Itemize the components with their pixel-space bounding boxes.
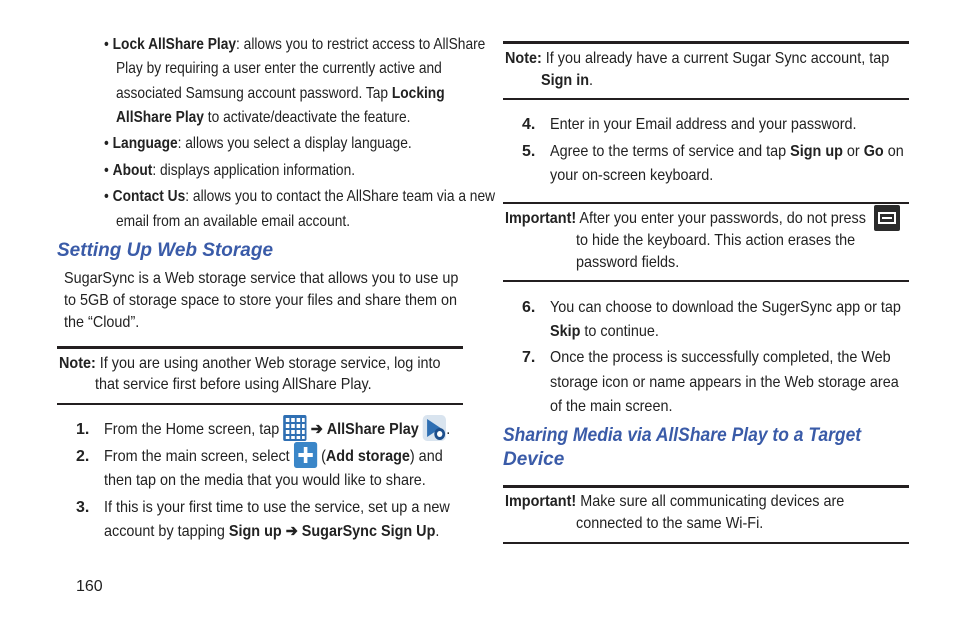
step-number: 4.	[522, 116, 536, 133]
step-7-text: Once the process is successfully completed, the Web	[550, 349, 891, 366]
note-bottom-rule	[57, 403, 463, 405]
step-1-text: From the Home screen, tap ➔ AllShare Play .	[104, 418, 489, 442]
step-4-text: Enter in your Email address and your password.	[550, 116, 857, 133]
section-heading-web-storage: Setting Up Web Storage	[57, 240, 274, 261]
important2-top-rule	[503, 485, 909, 488]
step-7-line3: of the main screen.	[550, 398, 673, 415]
step-7-line2: storage icon or name appears in the Web storage area	[550, 374, 899, 391]
step-6-text: You can choose to download the SugerSync app or tap	[550, 299, 901, 316]
add-icon	[294, 446, 317, 468]
step-number: 3.	[76, 499, 90, 516]
note-top-rule	[57, 346, 463, 349]
important2-bottom-rule	[503, 542, 909, 544]
step-3-line2: account by tapping Sign up ➔ SugarSync Sign Up.	[104, 523, 440, 540]
step-2-text: From the main screen, select (Add storage) and	[104, 445, 480, 469]
bullet-about: • About: displays application information.	[104, 162, 356, 179]
important1-bottom-rule	[503, 280, 909, 282]
section-heading-sharing-media: Sharing Media via AllShare Play to a Target	[503, 425, 862, 446]
step-5-line2: your on-screen keyboard.	[550, 167, 714, 184]
step-number: 6.	[522, 299, 536, 316]
step-6-line2: Skip to continue.	[550, 323, 659, 340]
right-note-top-rule	[503, 41, 909, 44]
page-number: 160	[76, 578, 103, 595]
step-3-text: If this is your first time to use the service, set up a new	[104, 499, 450, 516]
right-note-bottom-rule	[503, 98, 909, 100]
step-number: 2.	[76, 448, 90, 465]
bullet-language: • Language: allows you select a display language.	[104, 135, 412, 152]
important1-top-rule	[503, 202, 909, 204]
step-5-text: Agree to the terms of service and tap Sign up or Go on	[550, 143, 904, 160]
step-number: 5.	[522, 143, 536, 160]
apps-grid-icon	[283, 419, 306, 441]
step-2-line2: then tap on the media that you would like to share.	[104, 472, 426, 489]
menu-key-icon	[874, 205, 900, 231]
step-number: 7.	[522, 349, 536, 366]
section-heading-sharing-media-line2: Device	[503, 449, 565, 470]
step-number: 1.	[76, 421, 90, 438]
allshare-play-icon	[423, 419, 446, 441]
